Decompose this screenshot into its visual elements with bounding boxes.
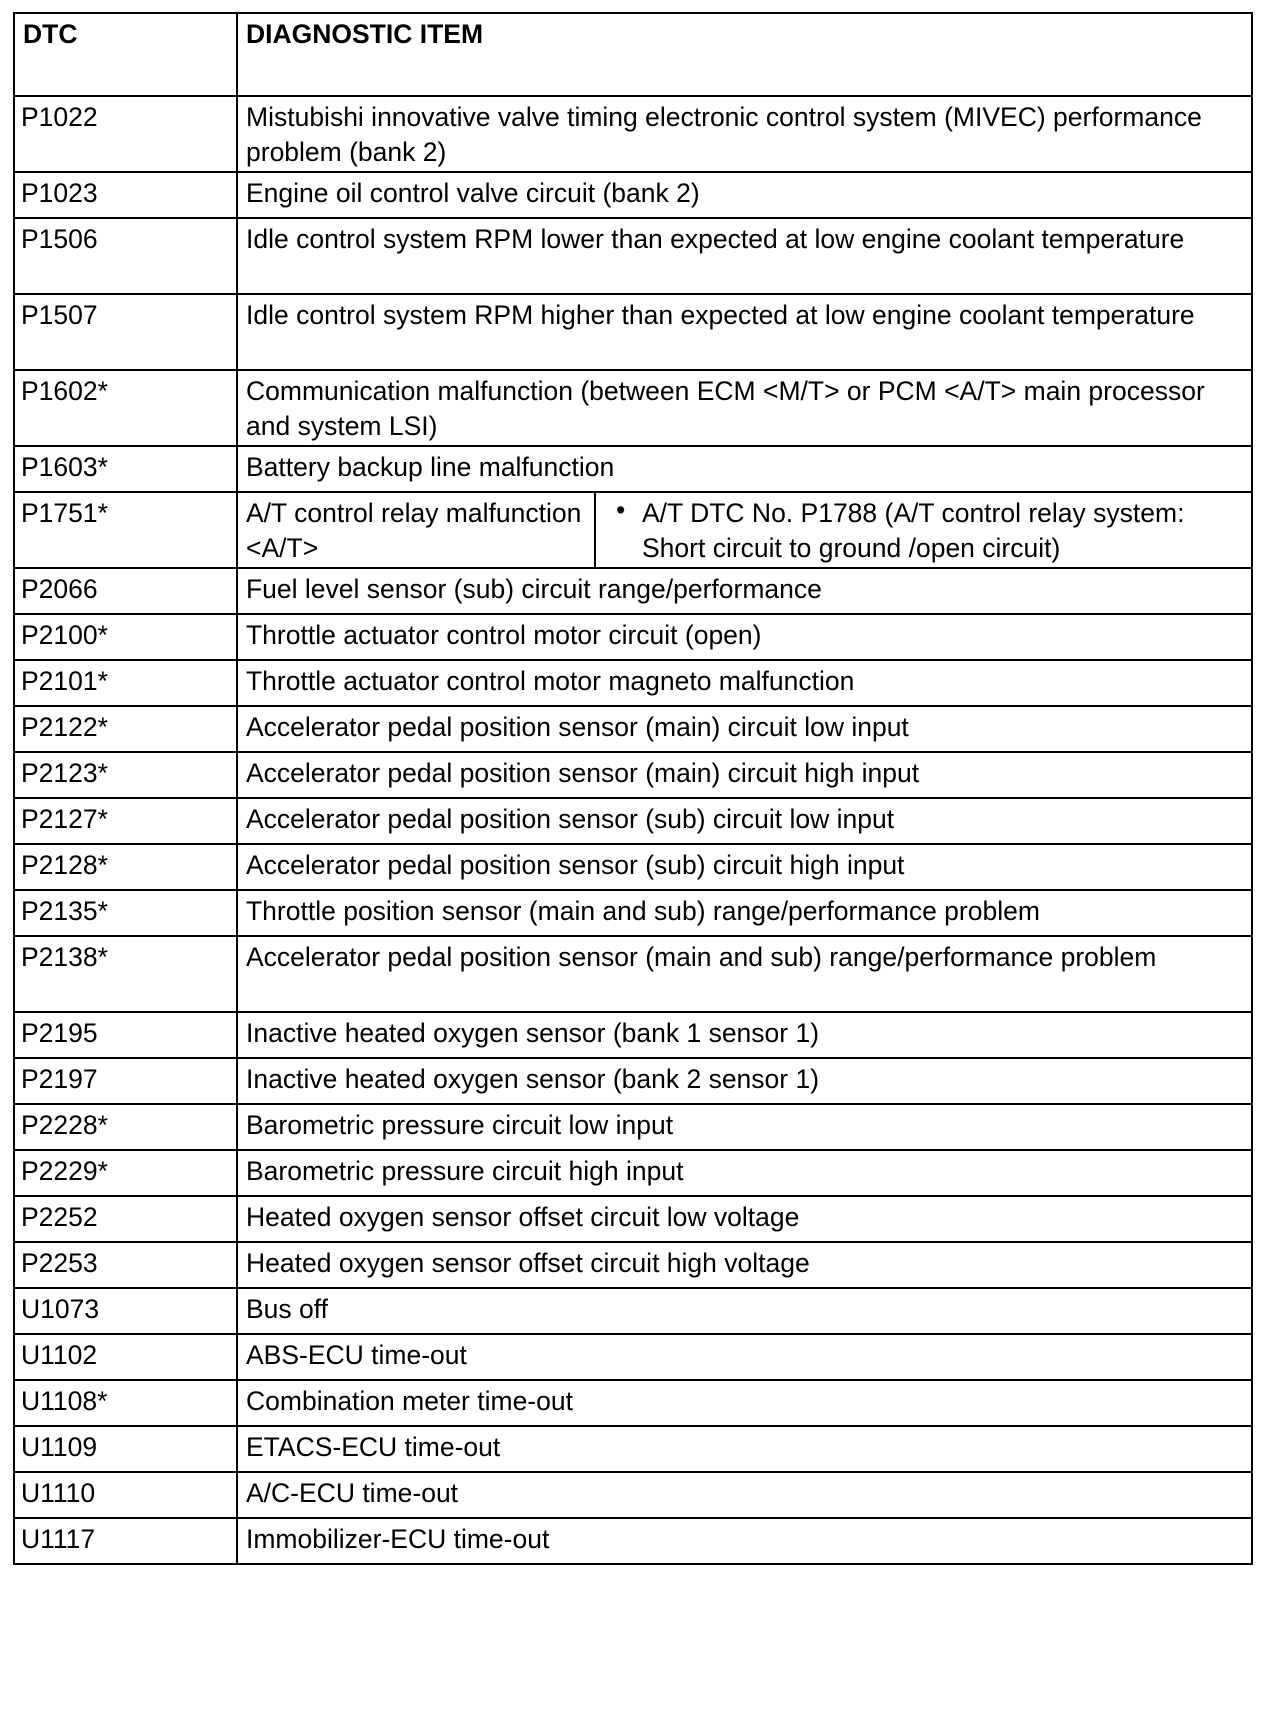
table-row <box>14 1288 1252 1334</box>
table-row <box>14 1058 1252 1104</box>
dtc-code: U1108* <box>14 1380 237 1426</box>
diagnostic-item: Immobilizer-ECU time-out <box>237 1518 1252 1564</box>
diagnostic-item: Idle control system RPM lower than expected at low engine coolant temperature <box>237 218 1252 294</box>
diagnostic-note <box>595 492 1252 568</box>
dtc-code: U1109 <box>14 1426 237 1472</box>
dtc-code: P2253 <box>14 1242 237 1288</box>
dtc-code: P1602* <box>14 370 237 446</box>
dtc-code: P1506 <box>14 218 237 294</box>
table-header-row <box>14 13 1252 96</box>
dtc-code: P2100* <box>14 614 237 660</box>
note-text: A/T DTC No. P1788 (A/T control relay system: Short circuit to ground /open circuit) <box>642 498 1185 563</box>
diagnostic-item: Accelerator pedal position sensor (main and sub) range/performance problem <box>237 936 1252 1012</box>
table-row <box>14 614 1252 660</box>
diagnostic-item: Battery backup line malfunction <box>237 446 1252 492</box>
dtc-code: P2197 <box>14 1058 237 1104</box>
table-row <box>14 936 1252 1012</box>
header-dtc: DTC <box>14 13 237 96</box>
dtc-code: U1110 <box>14 1472 237 1518</box>
diagnostic-item: Throttle position sensor (main and sub) range/performance problem <box>237 890 1252 936</box>
dtc-code: U1102 <box>14 1334 237 1380</box>
table-row <box>14 568 1252 614</box>
table-row <box>14 706 1252 752</box>
dtc-code: P2229* <box>14 1150 237 1196</box>
dtc-code: P2128* <box>14 844 237 890</box>
header-diagnostic-item: DIAGNOSTIC ITEM <box>237 13 1252 96</box>
table-row <box>14 446 1252 492</box>
diagnostic-item: Communication malfunction (between ECM <M/T> or PCM <A/T> main processor and system LSI) <box>237 370 1252 446</box>
table-row <box>14 1426 1252 1472</box>
diagnostic-item: Engine oil control valve circuit (bank 2) <box>237 172 1252 218</box>
table-row <box>14 1012 1252 1058</box>
bullet-icon: • <box>616 495 626 525</box>
diagnostic-item: Bus off <box>237 1288 1252 1334</box>
dtc-code: P1023 <box>14 172 237 218</box>
diagnostic-item: ABS-ECU time-out <box>237 1334 1252 1380</box>
dtc-code: P2252 <box>14 1196 237 1242</box>
table-row <box>14 370 1252 446</box>
table-row <box>14 1518 1252 1564</box>
table-row <box>14 798 1252 844</box>
diagnostic-item: Accelerator pedal position sensor (sub) circuit high input <box>237 844 1252 890</box>
table-row <box>14 294 1252 370</box>
dtc-code: P2138* <box>14 936 237 1012</box>
diagnostic-item: Idle control system RPM higher than expected at low engine coolant temperature <box>237 294 1252 370</box>
table-row <box>14 172 1252 218</box>
diagnostic-item: Throttle actuator control motor magneto malfunction <box>237 660 1252 706</box>
diagnostic-item: Accelerator pedal position sensor (main) circuit high input <box>237 752 1252 798</box>
table-row <box>14 96 1252 172</box>
table-row <box>14 660 1252 706</box>
dtc-code: P2123* <box>14 752 237 798</box>
dtc-code: P1507 <box>14 294 237 370</box>
table-body <box>14 96 1252 1564</box>
diagnostic-item: Combination meter time-out <box>237 1380 1252 1426</box>
diagnostic-item: Heated oxygen sensor offset circuit high voltage <box>237 1242 1252 1288</box>
diagnostic-item: Throttle actuator control motor circuit (open) <box>237 614 1252 660</box>
diagnostic-item: Inactive heated oxygen sensor (bank 2 sensor 1) <box>237 1058 1252 1104</box>
diagnostic-item: A/C-ECU time-out <box>237 1472 1252 1518</box>
table-row <box>14 1472 1252 1518</box>
diagnostic-item: Heated oxygen sensor offset circuit low voltage <box>237 1196 1252 1242</box>
diagnostic-item: Inactive heated oxygen sensor (bank 1 sensor 1) <box>237 1012 1252 1058</box>
dtc-code: P2066 <box>14 568 237 614</box>
table-row <box>14 1242 1252 1288</box>
table-row <box>14 752 1252 798</box>
dtc-code: P2127* <box>14 798 237 844</box>
dtc-code: P2228* <box>14 1104 237 1150</box>
table-row <box>14 1104 1252 1150</box>
dtc-code: U1117 <box>14 1518 237 1564</box>
dtc-code: P2135* <box>14 890 237 936</box>
dtc-code: U1073 <box>14 1288 237 1334</box>
table-row <box>14 1196 1252 1242</box>
dtc-code: P2101* <box>14 660 237 706</box>
dtc-code: P2122* <box>14 706 237 752</box>
diagnostic-item: A/T control relay malfunction <A/T> <box>237 492 595 568</box>
table-row <box>14 890 1252 936</box>
diagnostic-item: Fuel level sensor (sub) circuit range/performance <box>237 568 1252 614</box>
diagnostic-item: ETACS-ECU time-out <box>237 1426 1252 1472</box>
dtc-code: P2195 <box>14 1012 237 1058</box>
table-row <box>14 1334 1252 1380</box>
dtc-code: P1022 <box>14 96 237 172</box>
table-row <box>14 1380 1252 1426</box>
table-row <box>14 1150 1252 1196</box>
table-row <box>14 844 1252 890</box>
dtc-table <box>13 12 1253 1565</box>
dtc-code: P1751* <box>14 492 237 568</box>
diagnostic-item: Mistubishi innovative valve timing electronic control system (MIVEC) performance problem (bank 2) <box>237 96 1252 172</box>
diagnostic-item: Accelerator pedal position sensor (sub) circuit low input <box>237 798 1252 844</box>
diagnostic-item: Accelerator pedal position sensor (main) circuit low input <box>237 706 1252 752</box>
table-row <box>14 492 1252 568</box>
diagnostic-item: Barometric pressure circuit low input <box>237 1104 1252 1150</box>
diagnostic-item: Barometric pressure circuit high input <box>237 1150 1252 1196</box>
table-row <box>14 218 1252 294</box>
dtc-code: P1603* <box>14 446 237 492</box>
